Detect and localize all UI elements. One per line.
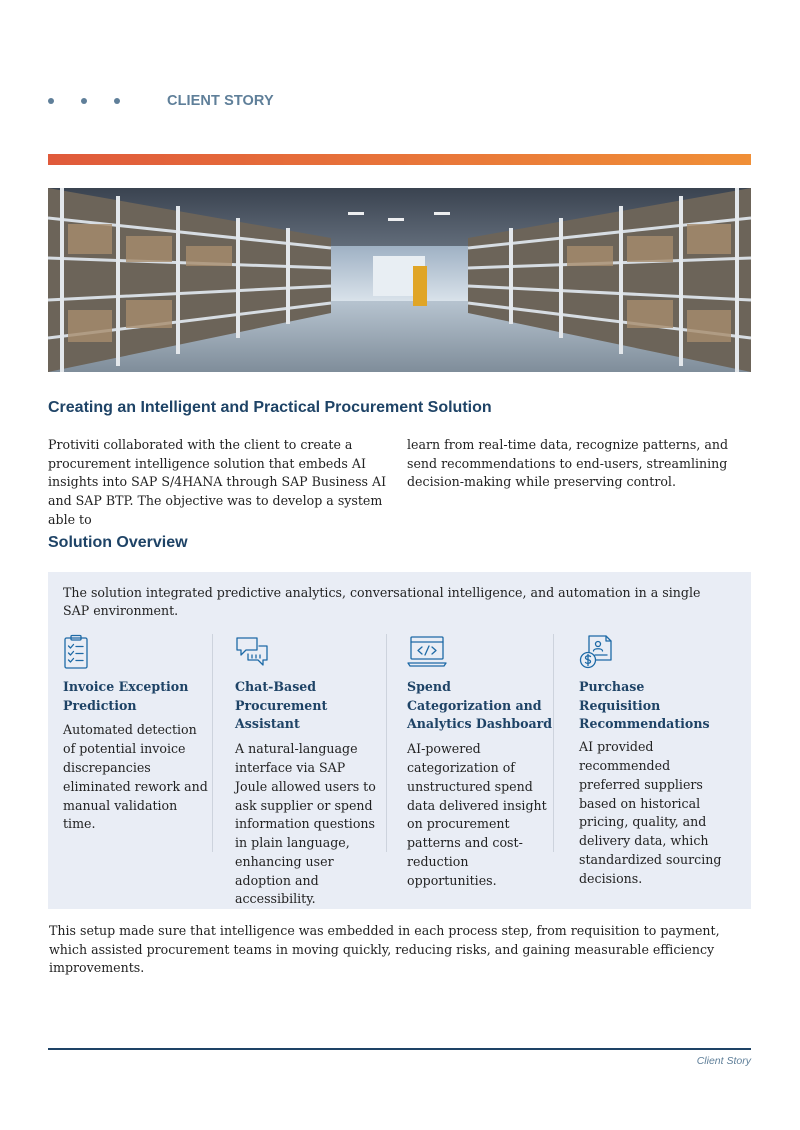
bullet-dot-2 bbox=[81, 98, 87, 104]
card-title: Invoice Exception Prediction bbox=[63, 679, 189, 713]
intro-heading: Creating an Intelligent and Practical Procurement Solution bbox=[48, 399, 492, 416]
card-spend-categorization bbox=[407, 634, 553, 890]
document-dollar-icon bbox=[579, 634, 613, 670]
chat-bubbles-icon bbox=[235, 634, 269, 670]
code-monitor-icon bbox=[407, 634, 447, 670]
clipboard-checklist-icon bbox=[63, 634, 97, 670]
card-title: Spend Categorization and Analytics Dashboard bbox=[407, 679, 553, 732]
card-title: Purchase Requisition Recommendations bbox=[579, 679, 710, 732]
panel-intro-text: The solution integrated predictive analytics, conversational intelligence, and automation in a single SAP environment. bbox=[63, 585, 701, 618]
card-divider bbox=[386, 634, 387, 852]
card-divider bbox=[212, 634, 213, 852]
section-label: CLIENT STORY bbox=[167, 93, 274, 109]
bullet-dot-1 bbox=[48, 98, 54, 104]
warehouse-aisle-photo bbox=[48, 188, 751, 372]
accent-gradient-bar bbox=[48, 154, 751, 165]
card-text: AI provided recommended preferred suppliers based on historical pricing, quality, and delivery data, which standardized sourcing decisions. bbox=[579, 739, 722, 886]
overview-heading: Solution Overview bbox=[48, 534, 188, 551]
closing-paragraph: This setup made sure that intelligence was embedded in each process step, from requisition to payment, which assisted procurement teams in moving quickly, reducing risks, and gaining measurable efficiency improvements. bbox=[49, 923, 720, 976]
card-invoice-exception bbox=[63, 634, 208, 834]
solution-overview-panel bbox=[48, 572, 751, 909]
card-divider bbox=[553, 634, 554, 852]
card-text: A natural-language interface via SAP Joule allowed users to ask supplier or spend information questions in plain language, enhancing user adoption and accessibility. bbox=[235, 741, 376, 907]
footer-label: Client Story bbox=[696, 1055, 751, 1067]
card-title: Chat-Based Procurement Assistant bbox=[235, 679, 328, 732]
intro-paragraph-left: Protiviti collaborated with the client to create a procurement intelligence solution that embeds AI insights into SAP S/4HANA through SAP Business AI and SAP BTP. The objective was to develop a system able to bbox=[48, 437, 387, 527]
page-header bbox=[48, 90, 274, 112]
intro-paragraph-right: learn from real-time data, recognize patterns, and send recommendations to end-users, streamlining decision-making while preserving control. bbox=[407, 437, 729, 490]
card-text: AI-powered categorization of unstructured spend data delivered insight on procurement patterns and cost-reduction opportunities. bbox=[407, 741, 547, 888]
card-chat-assistant bbox=[235, 634, 381, 909]
footer-rule bbox=[48, 1048, 751, 1050]
card-purchase-requisition bbox=[579, 634, 729, 888]
bullet-dot-3 bbox=[114, 98, 120, 104]
card-text: Automated detection of potential invoice discrepancies eliminated rework and manual validation time. bbox=[63, 722, 208, 832]
